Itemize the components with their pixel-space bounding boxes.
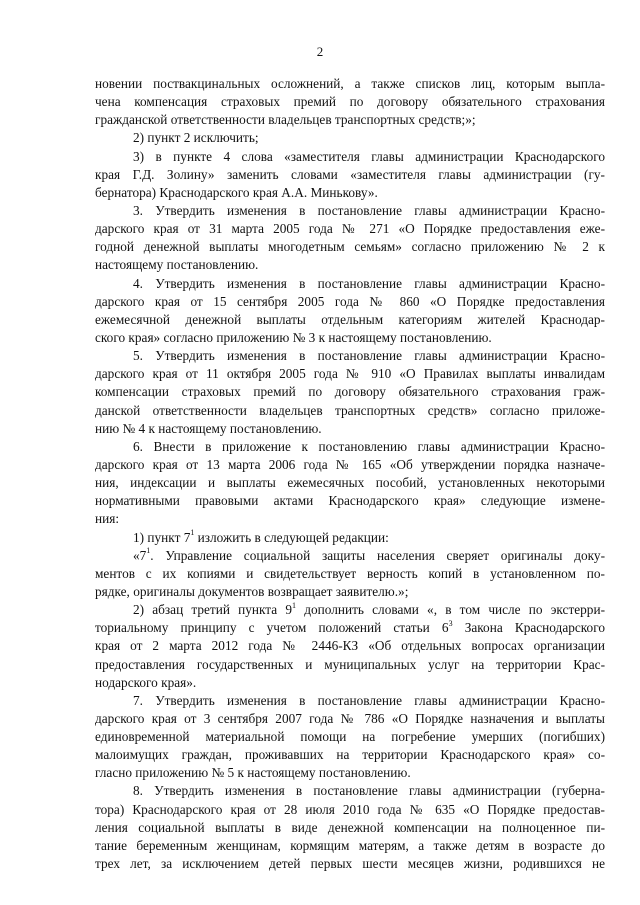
text-line-content: «7: [133, 547, 147, 563]
text-line: [95, 202, 605, 220]
text-line-content: настоящему постановлению.: [95, 257, 259, 273]
text-line-content: данской ответственности владельцев транспортных средств» согласно приложе-: [95, 402, 605, 418]
text-line-content: дарского края от 31 марта 2005 года № 271 «О Порядке предоставления еже-: [95, 221, 605, 237]
text-line-continuation: дополнить словами «, в том числе по экстерри-: [296, 602, 605, 618]
document-body: [95, 75, 605, 873]
text-line-content: дарского края от 11 октября 2005 года № 910 «О Правилах выплаты инвалидам: [95, 366, 605, 382]
text-line: [95, 166, 605, 184]
text-line-content: дарского края от 15 сентября 2005 года № 860 «О Порядке предоставления: [95, 293, 605, 309]
text-line: [95, 347, 605, 365]
text-line: [95, 492, 605, 510]
text-line-content: 2) абзац третий пункта 9: [133, 602, 293, 618]
text-line: [95, 456, 605, 474]
text-line-content: компенсации страховых премий по договору обязательного страхования граж-: [95, 384, 605, 400]
text-line: [95, 220, 605, 238]
text-line-content: ния:: [95, 511, 120, 527]
text-line: [95, 275, 605, 293]
text-line-content: нодарского края».: [95, 674, 197, 690]
text-line: [95, 256, 605, 274]
text-line: [95, 365, 605, 383]
text-line: [95, 93, 605, 111]
superscript: 3: [448, 618, 453, 628]
text-line: [95, 637, 605, 655]
text-line-content: дарского края от 13 марта 2006 года № 165 «Об утверждении порядка назначе-: [95, 456, 605, 472]
text-line-content: предоставления государственных и муниципальных услуг на территории Крас-: [95, 656, 605, 672]
text-line: [95, 728, 605, 746]
text-line-content: гласно приложению № 5 к настоящему постановлению.: [95, 765, 411, 781]
text-line-content: 2) пункт 2 исключить;: [133, 130, 259, 146]
text-line-content: тание беременным женщинам, кормящим матерям, а также детям в возрасте до: [95, 837, 605, 853]
text-line-content: тора) Краснодарского края от 28 июля 2010 года № 635 «О Порядке предостав-: [95, 801, 605, 817]
text-line-continuation: Закона Краснодарского: [452, 620, 605, 636]
text-line-content: 8. Утвердить изменения в постановление главы администрации (губерна-: [133, 783, 605, 799]
text-line: [95, 129, 605, 147]
text-line: [95, 601, 605, 619]
text-line: [95, 855, 605, 873]
text-line-content: 4. Утвердить изменения в постановление главы администрации Красно-: [133, 275, 605, 291]
text-line: [95, 656, 605, 674]
text-line: [95, 420, 605, 438]
text-line-content: ториальному принципу с учетом положений статьи 6: [95, 620, 449, 636]
text-line-content: трех лет, за исключением детей первых шести месяцев жизни, родившихся не: [95, 856, 605, 872]
superscript: 1: [146, 546, 151, 556]
text-line-content: годной денежной выплаты многодетным семьям» согласно приложению № 2 к: [95, 239, 605, 255]
text-line: [95, 111, 605, 129]
text-line: [95, 184, 605, 202]
text-line-content: гражданской ответственности владельцев транспортных средств;»;: [95, 112, 476, 128]
text-line: [95, 583, 605, 601]
text-line-content: нормативными правовыми актами Краснодарского края» следующие измене-: [95, 493, 605, 509]
text-line: [95, 329, 605, 347]
text-line: [95, 837, 605, 855]
text-line: [95, 801, 605, 819]
text-line-content: ления социальной выплаты в виде денежной компенсации на полноценное пи-: [95, 819, 605, 835]
text-line: [95, 510, 605, 528]
text-line: [95, 565, 605, 583]
text-line: [95, 547, 605, 565]
superscript: 1: [292, 600, 297, 610]
text-line-content: единовременной материальной помощи на погребение умерших (погибших): [95, 729, 605, 745]
text-line-content: края от 2 марта 2012 года № 2446-КЗ «Об отдельных вопросах организации: [95, 638, 605, 654]
text-line: [95, 75, 605, 93]
text-line: [95, 746, 605, 764]
text-line: [95, 474, 605, 492]
text-line: [95, 293, 605, 311]
text-line-content: нию № 4 к настоящему постановлению.: [95, 420, 322, 436]
text-line-content: малоимущих граждан, проживавших на территории Краснодарского края» со-: [95, 747, 605, 763]
text-line-content: чена компенсация страховых премий по договору обязательного страхования: [95, 94, 605, 110]
text-line: [95, 148, 605, 166]
text-line-content: ния, индексации и выплаты ежемесячных пособий, установленных некоторыми: [95, 475, 605, 491]
text-line: [95, 529, 605, 547]
text-line-content: ского края» согласно приложению № 3 к настоящему постановлению.: [95, 329, 492, 345]
text-line: [95, 710, 605, 728]
text-line: [95, 819, 605, 837]
page-number: 2: [316, 44, 324, 59]
text-line-content: 5. Утвердить изменения в постановление главы администрации Красно-: [133, 348, 605, 364]
text-line-content: 1) пункт 7: [133, 529, 191, 545]
text-line: [95, 782, 605, 800]
text-line: [95, 764, 605, 782]
text-line-continuation: . Управление социальной защиты населения сверяет оригиналы доку-: [150, 547, 605, 563]
text-line-content: дарского края от 3 сентября 2007 года № 786 «О Порядке назначения и выплаты: [95, 710, 605, 726]
text-line-content: края Г.Д. Золину» заменить словами «заместителя главы администрации (гу-: [95, 166, 605, 182]
text-line-content: ментов с их копиями и свидетельствует верность копий в установленном по-: [95, 565, 605, 581]
text-line-content: бернатора) Краснодарского края А.А. Минькову».: [95, 184, 378, 200]
text-line: [95, 402, 605, 420]
text-line: [95, 438, 605, 456]
text-line-content: новении поствакцинальных осложнений, а также списков лиц, которым выпла-: [95, 76, 605, 91]
text-line-content: 3) в пункте 4 слова «заместителя главы администрации Краснодарского: [133, 148, 605, 164]
text-line-content: рядке, оригиналы документов возвращает заявителю.»;: [95, 583, 409, 599]
text-line: [95, 674, 605, 692]
superscript: 1: [190, 528, 195, 538]
text-line: [95, 311, 605, 329]
text-line-continuation: изложить в следующей редакции:: [194, 529, 389, 545]
text-line-content: 3. Утвердить изменения в постановление главы администрации Красно-: [133, 202, 605, 218]
text-line: [95, 238, 605, 256]
text-line-content: ежемесячной денежной выплаты отдельным категориям жителей Краснодар-: [95, 311, 605, 327]
text-line: [95, 619, 605, 637]
text-line-content: 7. Утвердить изменения в постановление главы администрации Красно-: [133, 692, 605, 708]
text-line: [95, 383, 605, 401]
text-line: [95, 692, 605, 710]
text-line-content: 6. Внести в приложение к постановлению главы администрации Красно-: [133, 438, 605, 454]
